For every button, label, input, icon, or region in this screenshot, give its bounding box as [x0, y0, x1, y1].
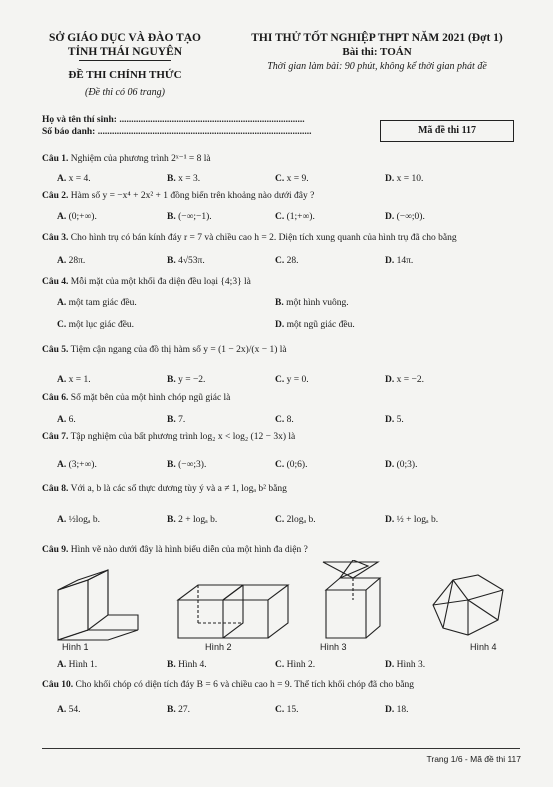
question-label: Câu 8.: [42, 484, 69, 494]
figure-3-shape: [323, 560, 380, 638]
question-text: Mỗi mặt của một khối đa diện đều loại {4;3} là: [70, 277, 251, 287]
figure-2-shape: [178, 585, 288, 638]
header-left: [30, 32, 220, 98]
header-right: [222, 32, 532, 72]
question-text: Tập nghiệm của bất phương trình log₂ x < log₂ (12 − 3x) là: [70, 432, 296, 442]
question-label: Câu 7.: [42, 432, 69, 442]
question-8-option-C: C. 2logₐ b.: [275, 515, 316, 525]
question-label: Câu 6.: [42, 393, 69, 403]
question-5-option-D: D. x = −2.: [385, 375, 424, 385]
question-label: Câu 9.: [42, 545, 69, 555]
question-9-figures: [48, 560, 518, 645]
question-4-option-C: C. một lục giác đều.: [57, 320, 135, 330]
question-9-option-A: A. Hình 1.: [57, 660, 98, 670]
question-6: [42, 393, 532, 403]
figure-1-shape: [58, 570, 138, 640]
page-footer: Trang 1/6 - Mã đề thi 117: [426, 754, 521, 764]
question-text: Hình vẽ nào dưới đây là hình biểu diễn của một hình đa diện ?: [70, 545, 308, 555]
question-5-option-C: C. y = 0.: [275, 375, 309, 385]
question-7-option-C: C. (0;6).: [275, 460, 308, 470]
question-4-option-A: A. một tam giác đều.: [57, 298, 137, 308]
figure-1-label: Hình 1: [62, 642, 89, 652]
figure-4-shape: [433, 575, 503, 635]
question-label: Câu 5.: [42, 345, 69, 355]
question-6-option-B: B. 7.: [167, 415, 186, 425]
question-10-option-C: C. 15.: [275, 705, 299, 715]
question-5-option-A: A. x = 1.: [57, 375, 91, 385]
question-10-option-B: B. 27.: [167, 705, 190, 715]
question-text: Tiệm cận ngang của đồ thị hàm số y = (1 − 2x)/(x − 1) là: [70, 345, 287, 355]
question-4-option-B: B. một hình vuông.: [275, 298, 349, 308]
figure-4-label: Hình 4: [470, 642, 497, 652]
figure-3-label: Hình 3: [320, 642, 347, 652]
question-7: [42, 432, 532, 442]
question-1-option-C: C. x = 9.: [275, 174, 309, 184]
question-label: Câu 1.: [42, 154, 69, 164]
question-2-option-D: D. (−∞;0).: [385, 212, 425, 222]
question-1-option-A: A. x = 4.: [57, 174, 91, 184]
question-1-option-D: D. x = 10.: [385, 174, 424, 184]
question-10: [42, 680, 532, 690]
question-3-option-C: C. 28.: [275, 256, 299, 266]
question-2-option-B: B. (−∞;−1).: [167, 212, 212, 222]
question-text: Nghiệm của phương trình 2ˣ⁻¹ = 8 là: [70, 154, 211, 164]
header-underline: [79, 60, 171, 61]
exam-title: THI THỬ TỐT NGHIỆP THPT NĂM 2021 (Đợt 1): [251, 32, 503, 44]
question-9-option-B: B. Hình 4.: [167, 660, 207, 670]
question-9-option-D: D. Hình 3.: [385, 660, 426, 670]
question-8-option-D: D. ½ + logₐ b.: [385, 515, 439, 525]
question-text: Với a, b là các số thực dương tùy ý và a ≠ 1, logₐ b² bằng: [70, 484, 287, 494]
question-label: Câu 10.: [42, 680, 74, 690]
question-text: Cho hình trụ có bán kính đáy r = 7 và chiều cao h = 2. Diện tích xung quanh của hình trụ đã cho bằng: [70, 233, 457, 243]
question-1-option-B: B. x = 3.: [167, 174, 201, 184]
question-10-option-A: A. 54.: [57, 705, 81, 715]
question-2: [42, 191, 532, 201]
question-1: [42, 153, 532, 164]
question-3-option-B: B. 4√53π.: [167, 256, 205, 266]
question-text: Hàm số y = −x⁴ + 2x² + 1 đồng biến trên khoảng nào dưới đây ?: [70, 191, 315, 201]
official-label: ĐỀ THI CHÍNH THỨC: [68, 69, 182, 81]
exam-code-box: Mã đề thi 117: [380, 120, 514, 142]
question-3-option-A: A. 28π.: [57, 256, 86, 266]
question-2-option-A: A. (0;+∞).: [57, 212, 97, 222]
question-4: [42, 277, 532, 287]
question-5-option-B: B. y = −2.: [167, 375, 206, 385]
subject: Bài thi: TOÁN: [342, 46, 412, 58]
question-3: [42, 233, 532, 243]
question-label: Câu 3.: [42, 233, 69, 243]
question-6-option-A: A. 6.: [57, 415, 76, 425]
footer-divider: [42, 748, 520, 749]
question-7-option-A: A. (3;+∞).: [57, 460, 97, 470]
question-label: Câu 2.: [42, 191, 69, 201]
question-2-option-C: C. (1;+∞).: [275, 212, 315, 222]
question-4-option-D: D. một ngũ giác đều.: [275, 320, 355, 330]
question-8: [42, 484, 532, 494]
question-3-option-D: D. 14π.: [385, 256, 414, 266]
question-10-option-D: D. 18.: [385, 705, 409, 715]
question-text: Cho khối chóp có diện tích đáy B = 6 và chiều cao h = 9. Thể tích khối chóp đã cho bằng: [75, 680, 415, 690]
candidate-name-line: Họ và tên thí sinh: ..............................................................................: [42, 115, 305, 125]
question-8-option-A: A. ½logₐ b.: [57, 515, 100, 525]
question-5: [42, 345, 532, 355]
page-count: (Đề thi có 06 trang): [85, 87, 165, 98]
question-6-option-C: C. 8.: [275, 415, 294, 425]
question-label: Câu 4.: [42, 277, 69, 287]
question-9-option-C: C. Hình 2.: [275, 660, 316, 670]
question-7-option-D: D. (0;3).: [385, 460, 418, 470]
question-8-option-B: B. 2 + logₐ b.: [167, 515, 218, 525]
department: SỞ GIÁO DỤC VÀ ĐÀO TẠO: [49, 32, 201, 44]
question-6-option-D: D. 5.: [385, 415, 404, 425]
question-9: [42, 545, 532, 555]
candidate-id-line: Số báo danh: ..........................................................................................: [42, 127, 312, 137]
time-limit: Thời gian làm bài: 90 phút, không kể thời gian phát đề: [267, 61, 487, 72]
question-text: Số mặt bên của một hình chóp ngũ giác là: [70, 393, 231, 403]
question-7-option-B: B. (−∞;3).: [167, 460, 207, 470]
figure-2-label: Hình 2: [205, 642, 232, 652]
province: TỈNH THÁI NGUYÊN: [67, 46, 183, 58]
